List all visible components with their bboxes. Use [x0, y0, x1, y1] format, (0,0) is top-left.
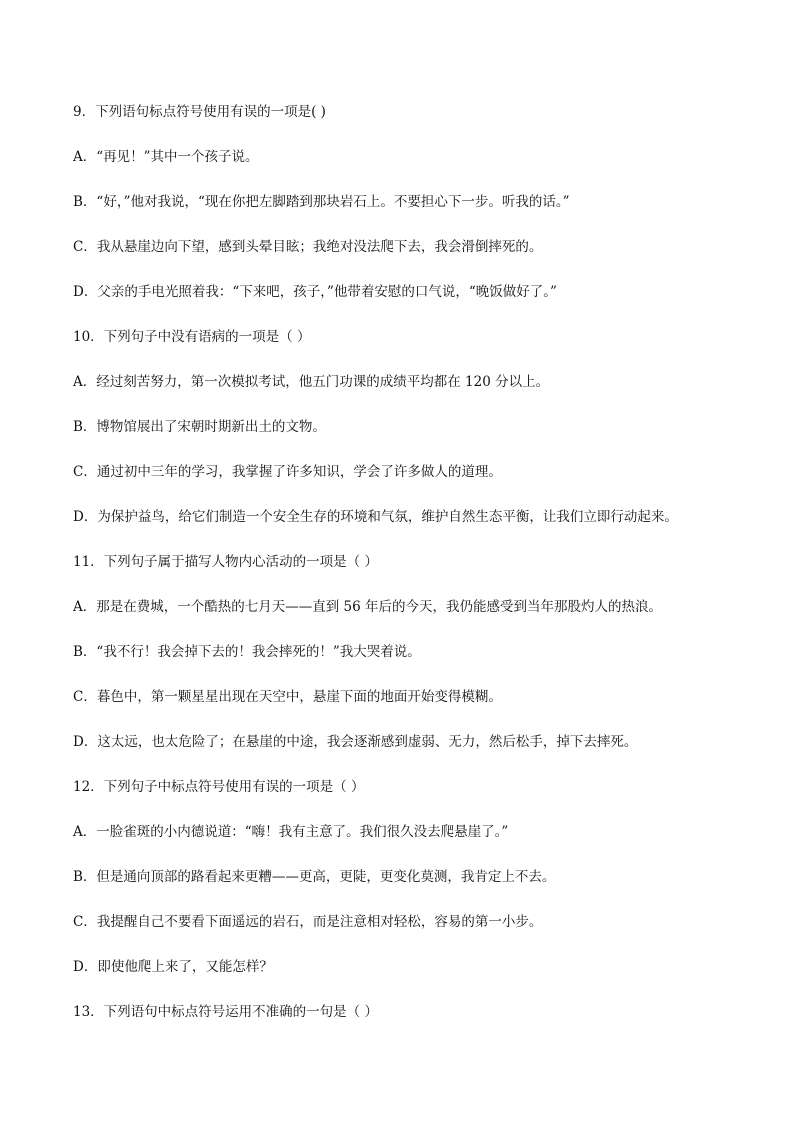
question-11-option-c: C．暮色中，第一颗星星出现在天空中，悬崖下面的地面开始变得模糊。 [73, 689, 502, 705]
question-10-option-a: A．经过刻苦努力，第一次模拟考试，他五门功课的成绩平均都在 120 分以上。 [73, 374, 550, 390]
question-10-stem: 10．下列句子中没有语病的一项是（ ） [73, 329, 311, 345]
question-12-option-c: C．我提醒自己不要看下面遥远的岩石，而是注意相对轻松，容易的第一小步。 [73, 914, 543, 930]
question-9-option-d: D．父亲的手电光照着我：“下来吧，孩子，”他带着安慰的口气说，“晚饭做好了。” [73, 284, 557, 300]
question-10-option-b: B．博物馆展出了宋朝时期新出土的文物。 [73, 419, 326, 435]
question-10-option-c: C．通过初中三年的学习，我掌握了许多知识，学会了许多做人的道理。 [73, 464, 502, 480]
question-11-stem: 11．下列句子属于描写人物内心活动的一项是（ ） [73, 554, 378, 570]
question-11-option-b: B．“我不行！我会掉下去的！我会摔死的！”我大哭着说。 [73, 644, 421, 660]
question-9-option-a: A．“再见！”其中一个孩子说。 [73, 149, 259, 165]
question-12-stem: 12．下列句子中标点符号使用有误的一项是（ ） [73, 779, 365, 795]
question-9-stem: 9．下列语句标点符号使用有误的一项是( ) [73, 104, 326, 120]
question-9-option-c: C．我从悬崖边向下望，感到头晕目眩；我绝对没法爬下去，我会滑倒摔死的。 [73, 239, 543, 255]
question-10-option-d: D．为保护益鸟，给它们制造一个安全生存的环境和气氛，维护自然生态平衡，让我们立即行动起来。 [73, 509, 678, 525]
question-13-stem: 13．下列语句中标点符号运用不准确的一句是（ ） [73, 1004, 378, 1020]
question-9-option-b: B．“好，”他对我说，“现在你把左脚踏到那块岩石上。不要担心下一步。听我的话。” [73, 194, 570, 210]
question-12-option-d: D．即使他爬上来了，又能怎样？ [73, 959, 273, 975]
question-12-option-a: A．一脸雀斑的小内德说道：“嗨！我有主意了。我们很久没去爬悬崖了。” [73, 824, 509, 840]
question-11-option-d: D．这太远，也太危险了；在悬崖的中途，我会逐渐感到虚弱、无力，然后松手，掉下去摔死。 [73, 734, 638, 750]
question-11-option-a: A．那是在费城，一个酷热的七月天——直到 56 年后的今天，我仍能感受到当年那股灼人的热浪。 [73, 599, 663, 615]
question-12-option-b: B．但是通向顶部的路看起来更糟——更高，更陡，更变化莫测，我肯定上不去。 [73, 869, 556, 885]
